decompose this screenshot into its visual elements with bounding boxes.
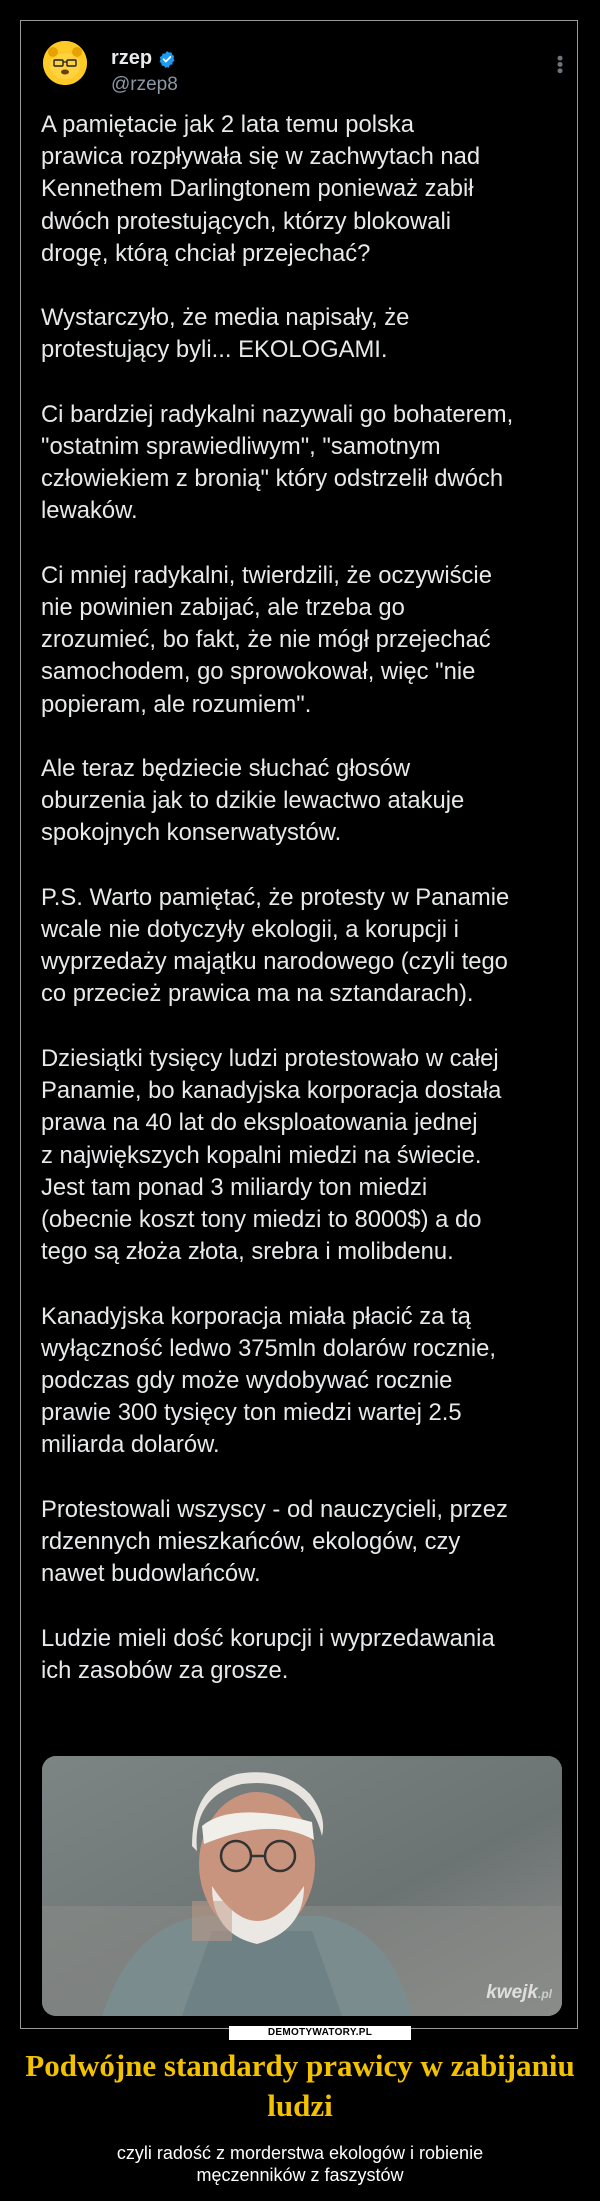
demotywatory-badge: DEMOTYWATORY.PL <box>229 2026 411 2040</box>
tweet-screenshot-frame <box>20 20 578 2038</box>
author-name-row <box>111 47 176 70</box>
kwejk-watermark-main: kwejk <box>486 1982 538 2003</box>
author-name[interactable]: rzep <box>111 47 153 69</box>
post-title[interactable]: Podwójne standardy prawicy w zabijaniu ludzi <box>25 2048 575 2123</box>
verified-badge-icon <box>158 50 176 68</box>
bear-avatar-icon <box>43 41 87 85</box>
more-options-icon[interactable]: ••• <box>550 55 570 74</box>
man-with-glasses-photo <box>42 1756 562 2016</box>
post-subtitle: czyli radość z morderstwa ekologów i robienie męczenników z faszystów <box>116 2143 484 2185</box>
kwejk-watermark-suffix: .pl <box>538 1987 552 2001</box>
author-handle[interactable]: @rzep8 <box>111 74 178 95</box>
tweet-photo[interactable] <box>42 1756 562 2016</box>
tweet-header <box>43 33 570 95</box>
kwejk-watermark <box>486 1982 552 2004</box>
author-avatar[interactable] <box>43 41 87 85</box>
tweet-body-text: A pamiętacie jak 2 lata temu polska prawica rozpływała się w zachwytach nad Kennethem Darlingtonem ponieważ zabił dwóch protestujących, którzy blokowali drogę, którą chciał przejechać? Wystarczyło, że media napisały, że protestujący byli... EKOLOGAMI. Ci bardziej radykalni nazywali go bohaterem, "ostatnim sprawiedliwym", "samotnym człowiekiem z bronią" który odstrzelił dwóch lewaków. Ci mniej radykalni, twierdzili, że oczywiście nie powinien zabijać, ale trzeba go zrozumieć, bo fakt, że nie mógł przejechać samochodem, go sprowokował, więc "nie popieram, ale rozumiem". Ale teraz będziecie słuchać głosów oburzenia jak to dzikie lewactwo atakuje spokojnych konserwatystów. P.S. Warto pamiętać, że protesty w Panamie wcale nie dotyczyły ekologii, a korupcji i wyprzedaży majątku narodowego (czyli tego co przecież prawica ma na sztandarach). Dziesiątki tysięcy ludzi protestowało w całej Panamie, bo kanadyjska korporacja dostała prawa na 40 lat do eksploatowania jednej z największych kopalni miedzi na świecie. Jest tam ponad 3 miliardy ton miedzi (obecnie koszt tony miedzi to 8000$) a do tego są złoża złota, srebra i molibdenu. Kanadyjska korporacja miała płacić za tą wyłączność ledwo 375mln dolarów rocznie, podczas gdy może wydobywać rocznie prawie 300 tysięcy ton miedzi wartej 2.5 miliarda dolarów. Protestowali wszyscy - od nauczycieli, przez rdzennych mieszkańców, ekologów, czy nawet budowlańców. Ludzie mieli dość korupcji i wyprzedawania ich zasobów za grosze. <box>41 111 514 1684</box>
